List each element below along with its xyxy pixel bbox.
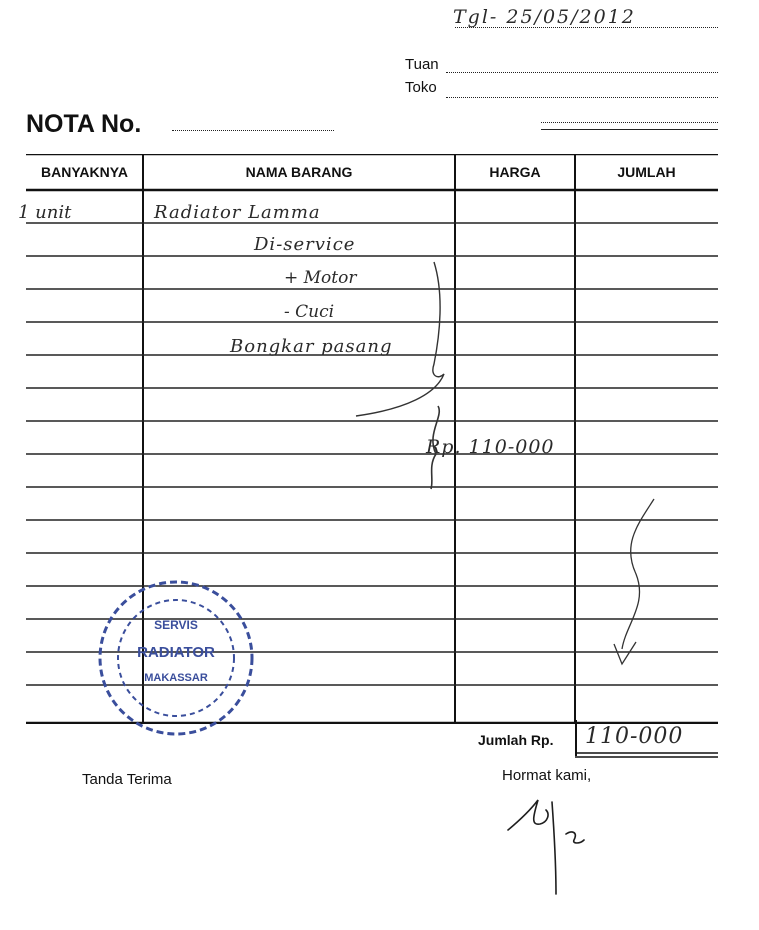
total-label: Jumlah Rp. — [478, 732, 554, 748]
date-line — [455, 27, 718, 28]
tuan-label: Tuan — [405, 56, 439, 73]
nota-number-line — [172, 130, 334, 131]
date-field — [445, 6, 718, 28]
handwritten-item-line: + Motor — [284, 268, 357, 288]
handwritten-item-line: - Cuci — [284, 302, 335, 322]
total-value: 110-000 — [585, 724, 684, 749]
invoice-table — [18, 154, 718, 724]
handwritten-quantity: 1 unit — [18, 202, 72, 223]
column-header-banyaknya: BANYAKNYA — [41, 164, 128, 180]
nota-title: NOTA No. — [26, 110, 142, 138]
stamp-text-line: MAKASSAR — [144, 672, 208, 684]
toko-label: Toko — [405, 79, 437, 96]
handwritten-price: Rp. 110-000 — [426, 436, 555, 458]
company-stamp — [96, 574, 256, 739]
nota-right-dotted-line — [541, 122, 718, 123]
nota-right-solid-line — [541, 129, 718, 130]
column-header-jumlah: JUMLAH — [617, 164, 676, 180]
toko-line — [446, 97, 718, 98]
sender-label: Hormat kami, — [502, 767, 592, 784]
date-value: Tgl- 25/05/2012 — [453, 6, 636, 28]
handwritten-item-line: Di-service — [254, 234, 356, 255]
signature — [500, 790, 610, 900]
column-header-nama-barang: NAMA BARANG — [245, 164, 353, 180]
column-header-harga: HARGA — [489, 164, 541, 180]
handwritten-item-line: Bongkar pasang — [230, 336, 393, 357]
stamp-text-line: SERVIS — [154, 618, 198, 632]
stamp-text-line: RADIATOR — [137, 644, 215, 661]
receiver-label: Tanda Terima — [82, 771, 172, 788]
tuan-line — [446, 72, 718, 73]
handwritten-item-line: Radiator Lamma — [154, 202, 321, 223]
